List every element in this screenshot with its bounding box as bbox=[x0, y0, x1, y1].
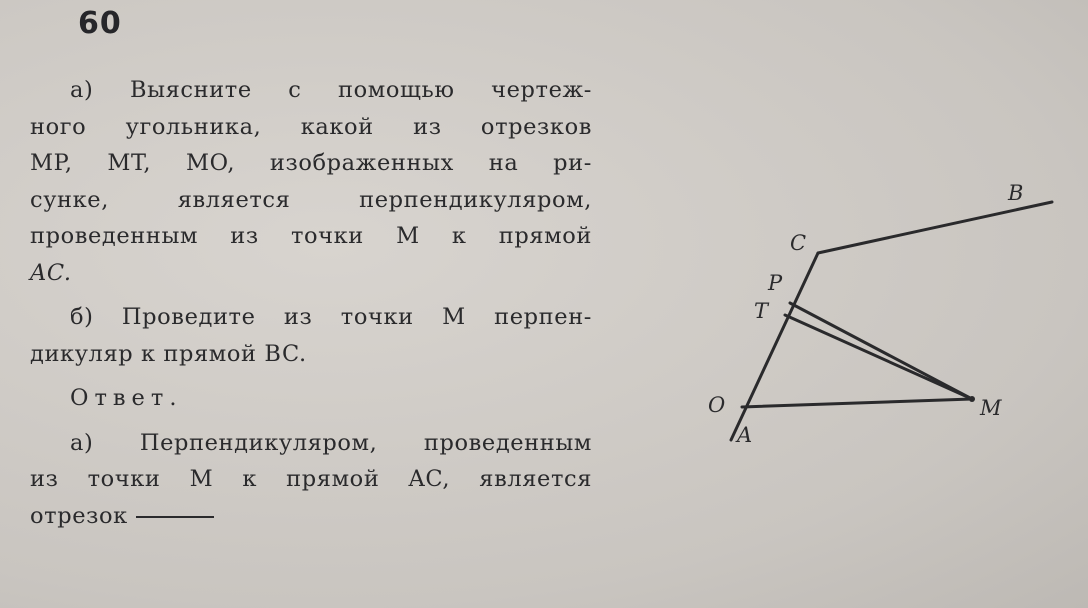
label-b: B bbox=[1008, 181, 1024, 205]
segment-mp bbox=[790, 303, 972, 399]
segment-mt bbox=[785, 315, 972, 399]
answer-line-2: из точки M к прямой AC, является bbox=[30, 466, 592, 492]
part-a-line-6: AC. bbox=[30, 259, 72, 286]
part-b-line-2: дикуляр к прямой BC. bbox=[30, 340, 307, 367]
task-number: 60 bbox=[78, 6, 122, 41]
task-text bbox=[30, 72, 592, 534]
answer-heading: Ответ. bbox=[70, 385, 183, 411]
label-p: P bbox=[768, 271, 783, 295]
label-t: T bbox=[754, 299, 769, 323]
label-m: M bbox=[980, 396, 1002, 420]
answer-line-1: а) Перпендикуляром, проведенным bbox=[70, 429, 592, 456]
part-a-line-4: сунке, является перпендикуляром, bbox=[30, 186, 592, 213]
segment-mo bbox=[742, 399, 972, 407]
geometry-svg bbox=[690, 170, 1070, 460]
segment-cb bbox=[818, 202, 1052, 253]
part-a-line-5: проведенным из точки M к прямой bbox=[30, 223, 592, 249]
label-c: C bbox=[790, 231, 807, 255]
answer-line-3 bbox=[30, 498, 592, 535]
label-o: O bbox=[708, 393, 726, 417]
geometry-figure bbox=[690, 170, 1070, 460]
answer-blank[interactable] bbox=[136, 516, 214, 518]
answer-line-3-text: отрезок bbox=[30, 502, 128, 529]
part-a-line-1: а) Выясните с помощью чертеж- bbox=[70, 77, 592, 103]
part-b-line-1: б) Проведите из точки M перпен- bbox=[70, 304, 592, 330]
part-a-line-3: MP, MT, MO, изображенных на ри- bbox=[30, 150, 592, 176]
part-a-line-2: ного угольника, какой из отрезков bbox=[30, 113, 592, 140]
point-m bbox=[969, 396, 975, 402]
label-a: A bbox=[737, 423, 753, 447]
